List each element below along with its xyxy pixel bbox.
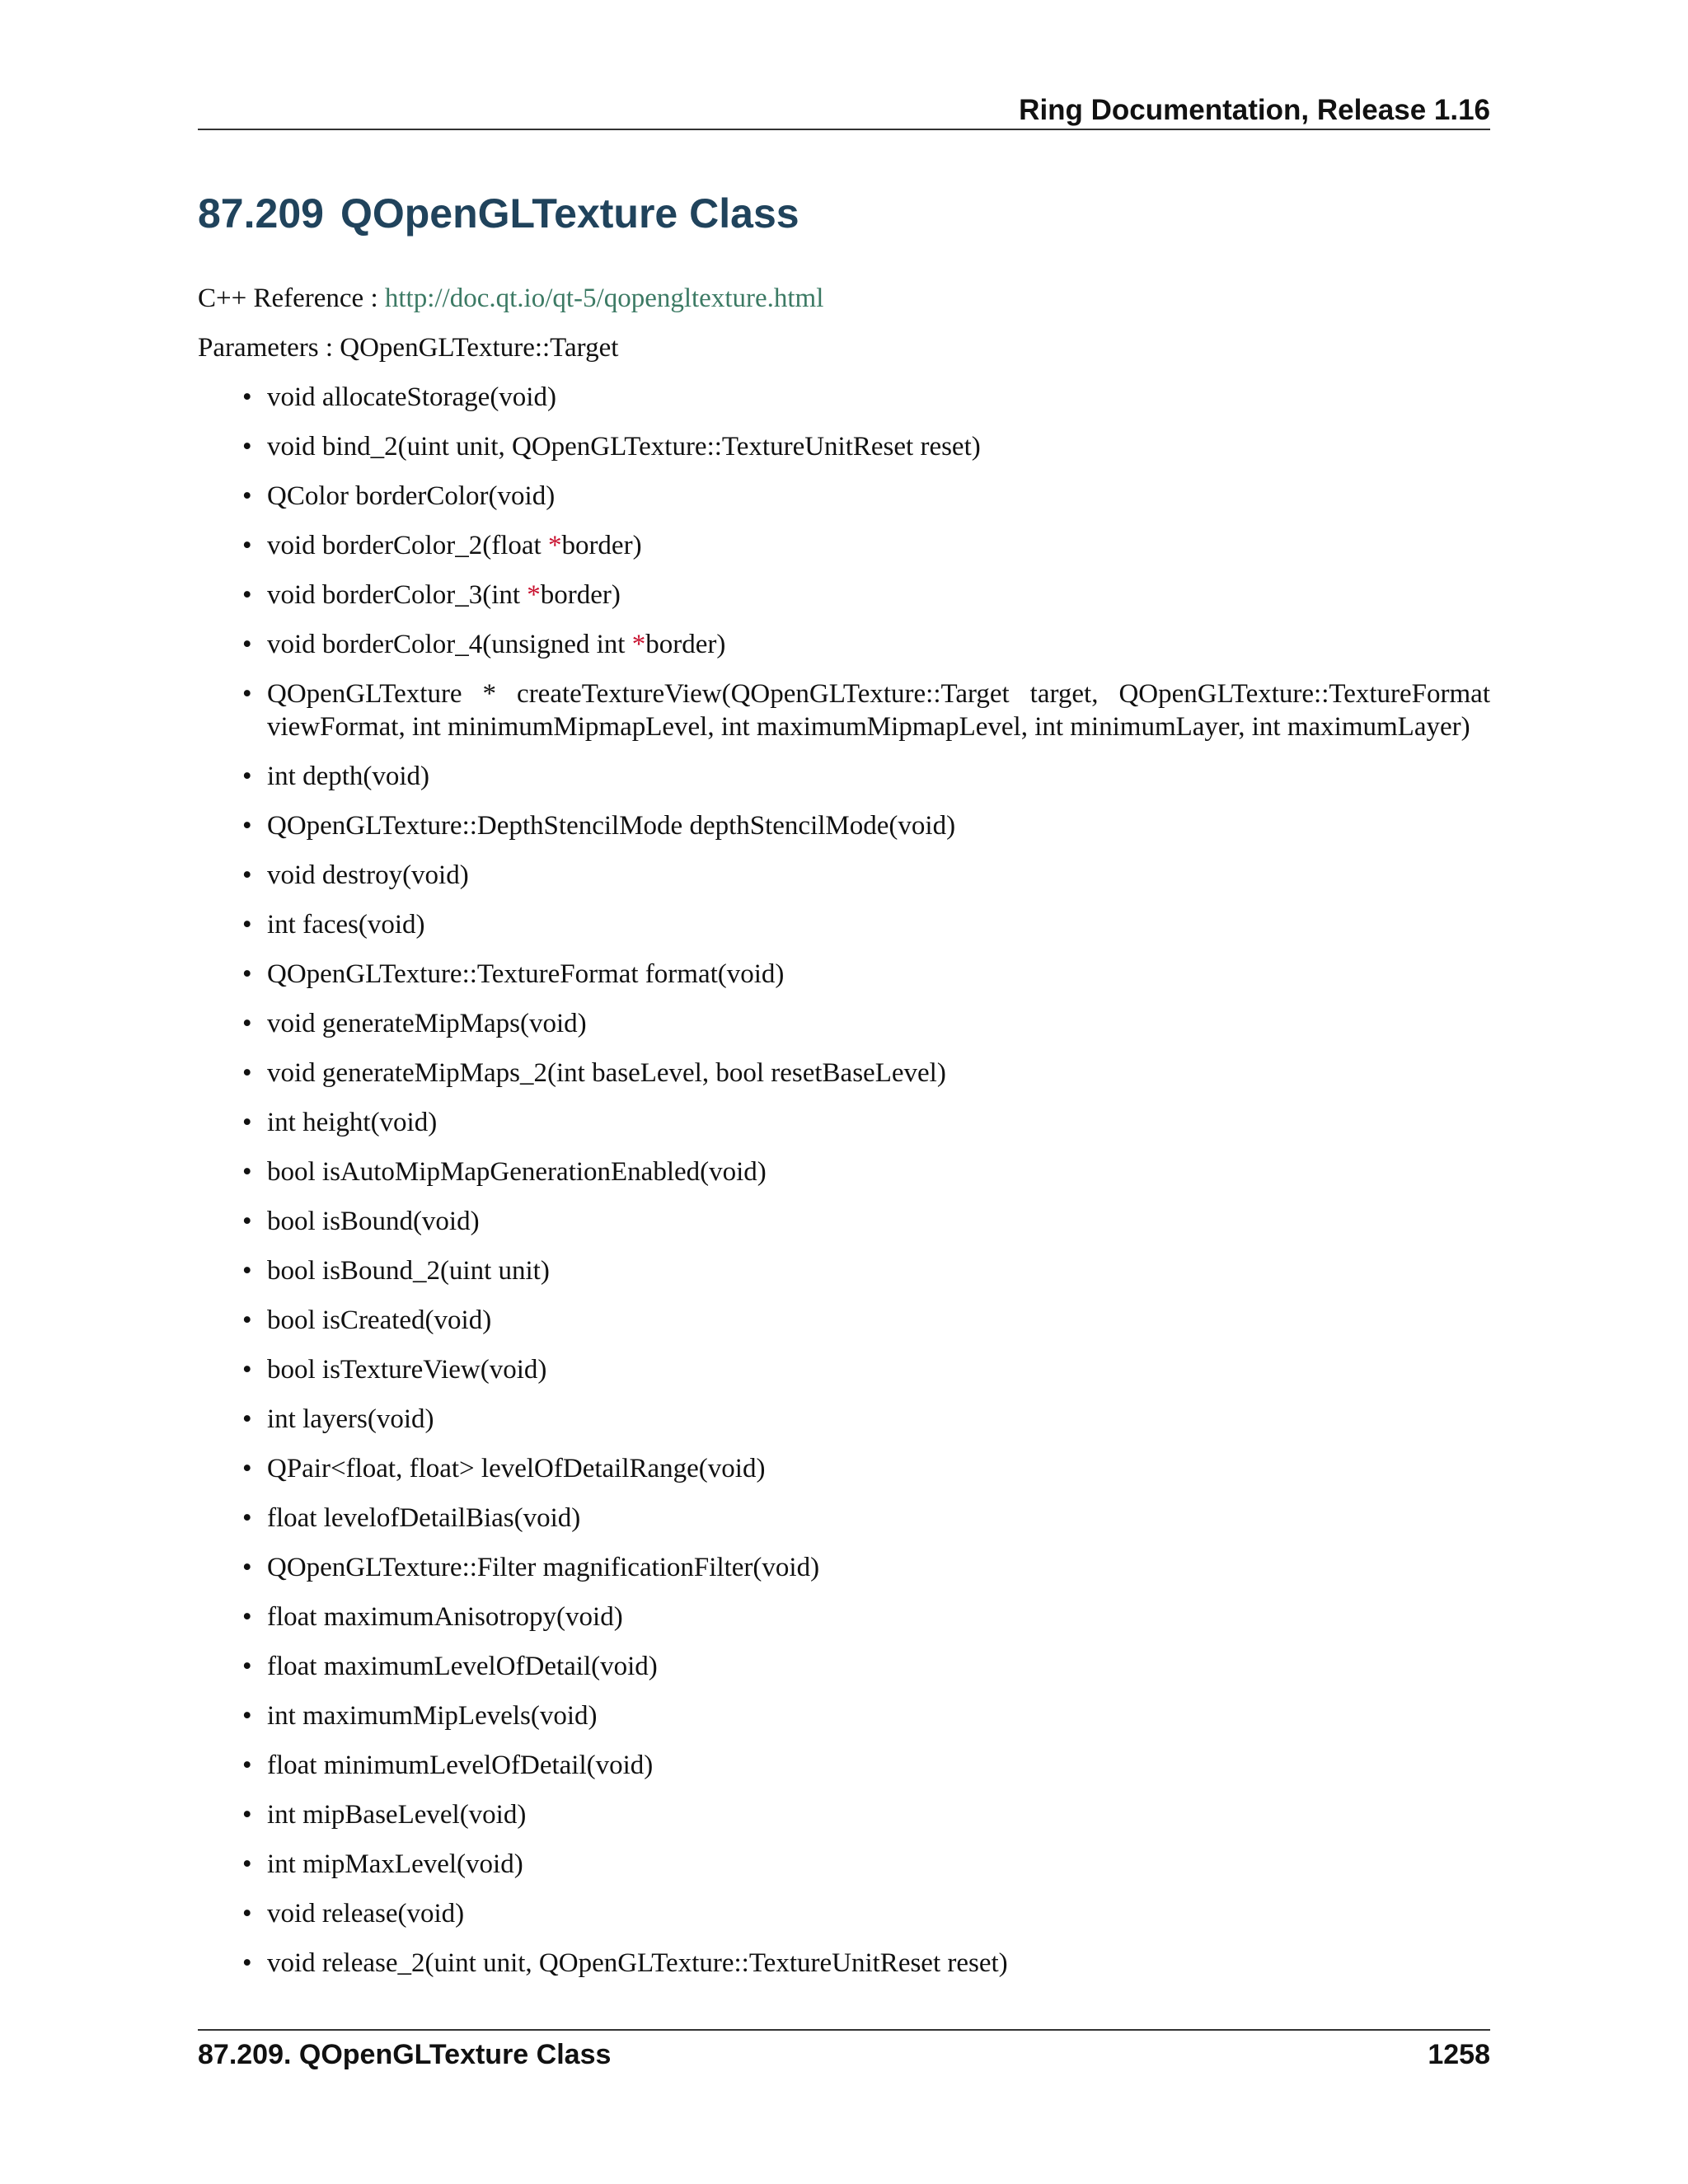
method-signature: int faces(void) [267,910,425,940]
method-signature: void destroy(void) [267,860,469,890]
method-item [198,1699,1490,1732]
page-header [198,91,1490,130]
bullet-icon: • [242,1058,252,1088]
method-item [198,677,1490,743]
method-signature: QOpenGLTexture::DepthStencilMode depthStencilMode(void) [267,811,956,841]
method-item [198,1155,1490,1188]
bullet-icon: • [242,1652,252,1681]
method-item [198,1502,1490,1535]
bullet-icon: • [242,1355,252,1385]
method-item [198,1254,1490,1287]
method-signature: void allocateStorage(void) [267,382,556,412]
method-signature: int depth(void) [267,762,430,791]
section-heading-text: QOpenGLTexture Class [340,190,799,237]
method-signature-rest: border) [645,630,726,659]
method-signature: QOpenGLTexture::TextureFormat format(void) [267,959,785,989]
method-item [198,809,1490,842]
method-signature: QOpenGLTexture::Filter magnificationFilter(void) [267,1553,820,1582]
section-title [198,190,799,237]
method-signature: QPair<float, float> levelOfDetailRange(void) [267,1454,766,1483]
method-signature: float levelofDetailBias(void) [267,1503,581,1533]
footer-section-title: 87.209. QOpenGLTexture Class [198,2039,612,2070]
bullet-icon: • [242,1404,252,1434]
method-item [198,381,1490,414]
method-item [198,480,1490,513]
method-signature: bool isBound_2(uint unit) [267,1256,550,1286]
method-item [198,760,1490,793]
method-item [198,1452,1490,1485]
method-item [198,1205,1490,1238]
method-item [198,958,1490,991]
bullet-icon: • [242,1849,252,1879]
page-number: 1258 [1428,2039,1490,2070]
bullet-icon: • [242,630,252,659]
bullet-icon: • [242,1750,252,1780]
pointer-asterisk: * [547,531,562,560]
bullet-icon: • [242,1157,252,1187]
method-signature: float maximumLevelOfDetail(void) [267,1652,658,1681]
method-item [198,859,1490,892]
bullet-icon: • [242,959,252,989]
method-signature: void release_2(uint unit, QOpenGLTexture::TextureUnitReset reset) [267,1948,1008,1978]
bullet-icon: • [242,679,252,709]
bullet-icon: • [242,1602,252,1632]
method-signature-rest: border) [540,580,621,610]
bullet-icon: • [242,1454,252,1483]
method-signature: void generateMipMaps_2(int baseLevel, bool resetBaseLevel) [267,1058,946,1088]
method-signature: int maximumMipLevels(void) [267,1701,598,1731]
method-signature: void borderColor_4(unsigned int [267,630,632,659]
method-signature: QColor borderColor(void) [267,481,556,511]
method-item [198,908,1490,941]
bullet-icon: • [242,811,252,841]
method-signature: bool isTextureView(void) [267,1355,547,1385]
method-item [198,1403,1490,1436]
cpp-reference-link[interactable]: http://doc.qt.io/qt-5/qopengltexture.html [384,284,824,313]
bullet-icon: • [242,1305,252,1335]
method-item [198,1057,1490,1090]
method-item [198,1304,1490,1337]
method-item [198,1897,1490,1930]
cpp-reference-label: C++ Reference : [198,284,385,313]
bullet-icon: • [242,382,252,412]
method-item [198,1749,1490,1782]
pointer-asterisk: * [527,580,541,610]
bullet-icon: • [242,910,252,940]
bullet-icon: • [242,1553,252,1582]
bullet-icon: • [242,1256,252,1286]
method-item [198,1650,1490,1683]
method-signature: void release(void) [267,1899,465,1929]
method-signature: void borderColor_2(float [267,531,548,560]
method-item [198,1947,1490,1980]
method-signature: bool isCreated(void) [267,1305,492,1335]
bullet-icon: • [242,762,252,791]
bullet-icon: • [242,860,252,890]
bullet-icon: • [242,1948,252,1978]
method-signature: float minimumLevelOfDetail(void) [267,1750,654,1780]
method-item [198,1848,1490,1881]
bullet-icon: • [242,1207,252,1236]
bullet-icon: • [242,1108,252,1137]
bullet-icon: • [242,531,252,560]
method-signature: QOpenGLTexture * createTextureView(QOpenGLTexture::Target target, QOpenGLTexture::TextureFormat viewFormat, int minimumMipmapLevel, int maximumMipmapLevel, int minimumLayer, int maximumLayer) [267,679,1490,742]
method-signature: void borderColor_3(int [267,580,528,610]
method-item [198,1007,1490,1040]
parameters-line: Parameters : QOpenGLTexture::Target [198,333,619,363]
method-item [198,1551,1490,1584]
bullet-icon: • [242,432,252,462]
method-item [198,579,1490,612]
method-item [198,1106,1490,1139]
method-signature: void generateMipMaps(void) [267,1009,587,1038]
method-signature: int mipMaxLevel(void) [267,1849,523,1879]
method-signature-rest: border) [561,531,642,560]
method-item [198,1798,1490,1831]
bullet-icon: • [242,1800,252,1830]
method-item [198,529,1490,562]
method-item [198,1601,1490,1633]
method-item [198,430,1490,463]
method-signature: int height(void) [267,1108,438,1137]
method-signature: void bind_2(uint unit, QOpenGLTexture::TextureUnitReset reset) [267,432,981,462]
bullet-icon: • [242,580,252,610]
pointer-asterisk: * [631,630,646,659]
section-number: 87.209 [198,190,324,237]
method-list [198,381,1490,1996]
bullet-icon: • [242,1899,252,1929]
bullet-icon: • [242,1503,252,1533]
page-footer [198,2029,1490,2079]
method-signature: float maximumAnisotropy(void) [267,1602,623,1632]
method-signature: int layers(void) [267,1404,434,1434]
bullet-icon: • [242,481,252,511]
bullet-icon: • [242,1701,252,1731]
document-title: Ring Documentation, Release 1.16 [1019,94,1490,126]
method-signature: bool isAutoMipMapGenerationEnabled(void) [267,1157,767,1187]
bullet-icon: • [242,1009,252,1038]
method-signature: int mipBaseLevel(void) [267,1800,527,1830]
cpp-reference [198,284,823,314]
method-item [198,1353,1490,1386]
method-signature: bool isBound(void) [267,1207,480,1236]
method-item [198,628,1490,661]
